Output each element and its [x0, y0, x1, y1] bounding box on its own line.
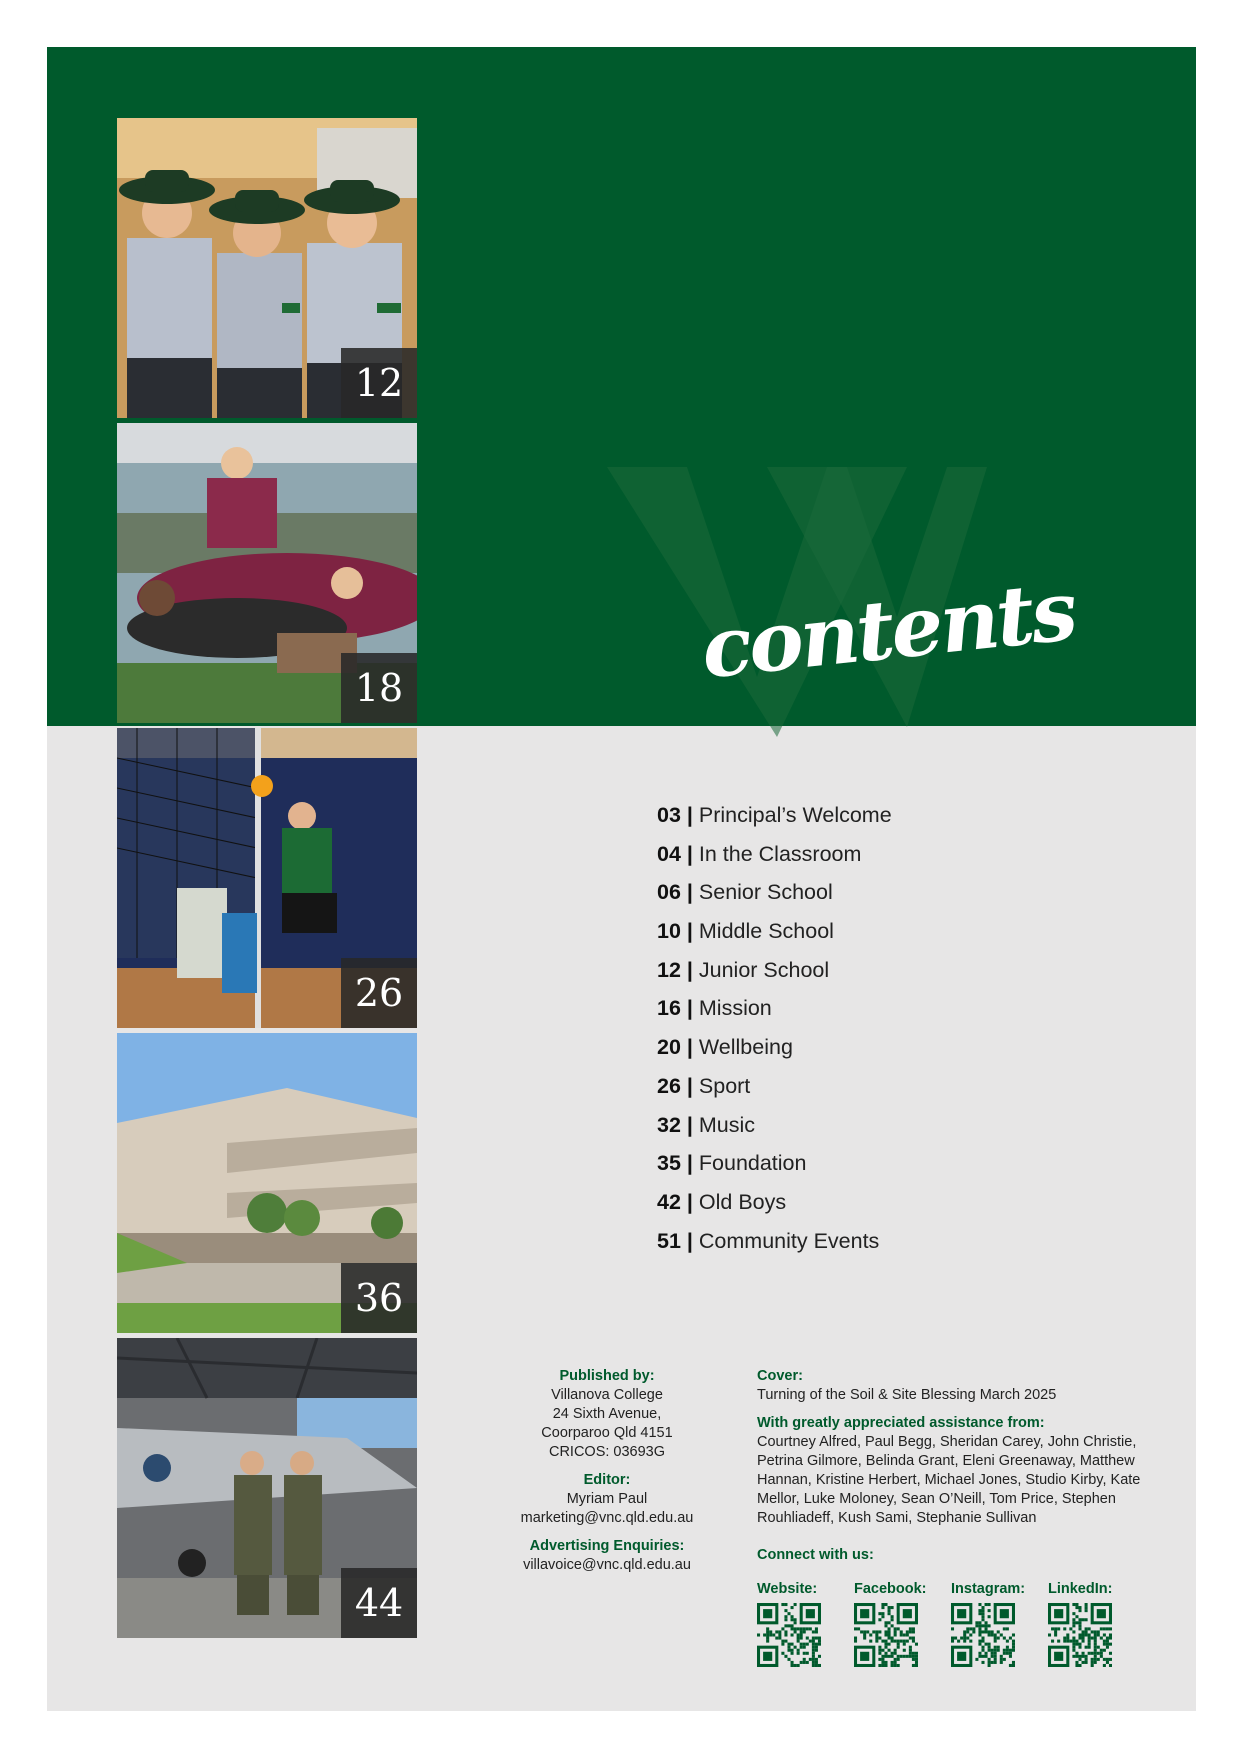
table-of-contents: [657, 803, 892, 1267]
connect-label: Connect with us:: [757, 1547, 874, 1563]
qr-website[interactable]: [757, 1581, 847, 1672]
toc-section-title: Community Events: [698, 1228, 880, 1253]
toc-entry[interactable]: 32 | Music: [657, 1112, 756, 1137]
photo-building: [117, 1033, 417, 1333]
assistance-line: Petrina Gilmore, Belinda Grant, Eleni Greenaway, Matthew: [757, 1453, 1135, 1469]
contents-heading: contents: [697, 562, 1079, 698]
qr-linkedin[interactable]: [1048, 1581, 1138, 1672]
qr-label: LinkedIn:: [1048, 1581, 1113, 1597]
toc-section-title: Wellbeing: [698, 1035, 793, 1060]
toc-page-number: 04: [657, 841, 681, 866]
assistance-line: Hannan, Kristine Herbert, Michael Jones, Studio Kirby, Kate: [757, 1472, 1141, 1488]
toc-section-title: Senior School: [698, 880, 833, 905]
publisher-line: Villanova College: [551, 1387, 663, 1403]
editor-label: Editor:: [583, 1472, 631, 1488]
page-number-badge: 36: [341, 1263, 417, 1333]
qr-code-icon[interactable]: [951, 1603, 1015, 1667]
assistance-line: Courtney Alfred, Paul Begg, Sheridan Carey, John Christie,: [757, 1434, 1137, 1450]
photo-volleyball: [117, 728, 417, 1028]
toc-entry[interactable]: 16 | Mission: [657, 996, 772, 1021]
toc-entry[interactable]: 20 | Wellbeing: [657, 1035, 793, 1060]
qr-code-icon[interactable]: [757, 1603, 821, 1667]
toc-section-title: Middle School: [698, 919, 834, 944]
toc-page-number: 35: [657, 1151, 681, 1176]
toc-page-number: 42: [657, 1189, 681, 1214]
toc-section-title: Foundation: [698, 1151, 807, 1176]
assistance-line: Rouhliadeff, Kush Sami, Stephanie Sullivan: [757, 1510, 1037, 1526]
assistance-line: Mellor, Luke Moloney, Sean O’Neill, Tom Price, Stephen: [757, 1491, 1116, 1507]
toc-page-number: 20: [657, 1035, 681, 1060]
publisher-credits: [487, 1367, 727, 1575]
page-number-badge: 44: [341, 1568, 417, 1638]
editor-email[interactable]: marketing@vnc.qld.edu.au: [520, 1510, 694, 1526]
photo-rugby: [117, 423, 417, 723]
toc-page-number: 12: [657, 957, 681, 982]
editor-name: Myriam Paul: [566, 1491, 648, 1507]
toc-page-number: 32: [657, 1112, 681, 1137]
cover-label: Cover:: [757, 1368, 803, 1384]
page-number-badge: 18: [341, 653, 417, 723]
qr-facebook[interactable]: [854, 1581, 944, 1672]
page-number-badge: 26: [341, 958, 417, 1028]
toc-section-title: Mission: [698, 996, 772, 1021]
toc-section-title: Junior School: [698, 957, 830, 982]
toc-section-title: Principal’s Welcome: [698, 803, 892, 827]
cover-credits: [757, 1367, 1177, 1565]
qr-code-icon[interactable]: [1048, 1603, 1112, 1667]
toc-entry[interactable]: 10 | Middle School: [657, 919, 834, 944]
publisher-line: 24 Sixth Avenue,: [552, 1406, 662, 1422]
toc-entry[interactable]: 42 | Old Boys: [657, 1189, 787, 1214]
toc-entry[interactable]: 35 | Foundation: [657, 1151, 807, 1176]
published-by-label: Published by:: [559, 1368, 655, 1384]
toc-entry[interactable]: 04 | In the Classroom: [657, 841, 862, 866]
publisher-line: CRICOS: 03693G: [548, 1444, 666, 1460]
qr-label: Instagram:: [951, 1581, 1026, 1597]
qr-label: Website:: [757, 1581, 818, 1597]
toc-section-title: Sport: [698, 1073, 751, 1098]
toc-page-number: 03: [657, 803, 681, 827]
publisher-line: Coorparoo Qld 4151: [541, 1425, 673, 1441]
toc-page-number: 06: [657, 880, 681, 905]
cover-caption: Turning of the Soil & Site Blessing March 2025: [757, 1387, 1057, 1403]
photo-junior-boys: [117, 118, 417, 418]
toc-entry[interactable]: 12 | Junior School: [657, 957, 830, 982]
toc-entry[interactable]: 51 | Community Events: [657, 1228, 880, 1253]
toc-section-title: Old Boys: [698, 1189, 787, 1214]
toc-section-title: Music: [698, 1112, 756, 1137]
toc-page-number: 10: [657, 919, 681, 944]
toc-entry[interactable]: 06 | Senior School: [657, 880, 833, 905]
toc-section-title: In the Classroom: [698, 841, 862, 866]
toc-entry[interactable]: 26 | Sport: [657, 1073, 751, 1098]
toc-entry[interactable]: 03 | Principal’s Welcome: [657, 803, 892, 827]
contents-page: [47, 47, 1196, 1711]
advertising-label: Advertising Enquiries:: [529, 1538, 685, 1554]
qr-label: Facebook:: [854, 1581, 927, 1597]
advertising-email[interactable]: villavoice@vnc.qld.edu.au: [523, 1557, 691, 1573]
toc-page-number: 51: [657, 1228, 681, 1253]
toc-page-number: 16: [657, 996, 681, 1021]
page-number-badge: 12: [341, 348, 417, 418]
photo-pilots: [117, 1338, 417, 1638]
qr-code-icon[interactable]: [854, 1603, 918, 1667]
toc-page-number: 26: [657, 1073, 681, 1098]
assistance-label: With greatly appreciated assistance from:: [757, 1415, 1045, 1431]
qr-instagram[interactable]: [951, 1581, 1041, 1672]
